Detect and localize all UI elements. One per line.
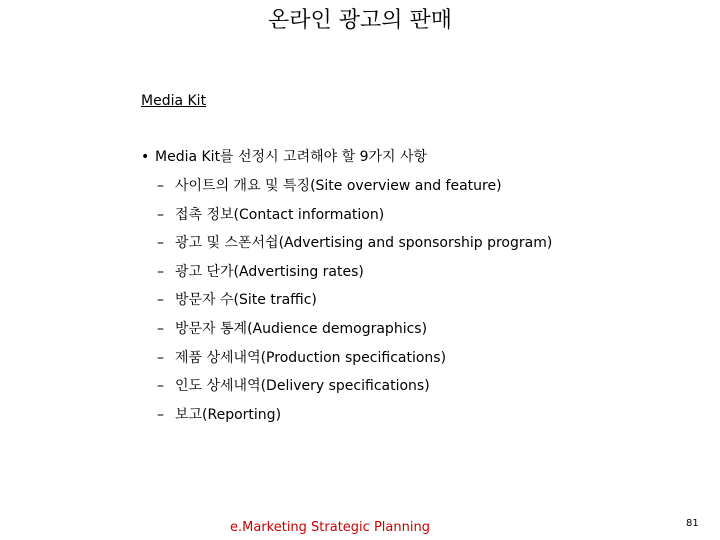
- sub-item: [157, 177, 552, 206]
- dash-mark: –: [157, 235, 164, 252]
- sub-item-text: 인도 상세내역(Delivery specifications): [175, 378, 430, 395]
- main-bullet-text: Media Kit를 선정시 고려해야 할 9가지 사항: [155, 149, 428, 165]
- sub-item: [157, 234, 552, 263]
- dash-mark: –: [157, 206, 164, 223]
- sub-item: [157, 291, 552, 320]
- sub-item-list: [157, 177, 552, 434]
- bullet-mark: •: [141, 149, 150, 165]
- sub-item-text: 광고 및 스폰서쉽(Advertising and sponsorship program): [175, 235, 553, 252]
- dash-mark: –: [157, 349, 164, 366]
- sub-item: [157, 320, 552, 349]
- sub-item: [157, 206, 552, 235]
- dash-mark: –: [157, 178, 164, 194]
- sub-item: [157, 349, 552, 378]
- dash-mark: –: [157, 263, 164, 280]
- sub-item-text: 사이트의 개요 및 특징(Site overview and feature): [175, 178, 502, 194]
- dash-mark: –: [157, 320, 164, 337]
- sub-item-text: 광고 단가(Advertising rates): [175, 263, 364, 280]
- section-heading: Media Kit: [141, 93, 207, 109]
- sub-item-text: 제품 상세내역(Production specifications): [175, 349, 447, 366]
- sub-item-text: 방문자 수(Site traffic): [175, 292, 317, 309]
- dash-mark: –: [157, 292, 164, 309]
- sub-item-text: 보고(Reporting): [175, 406, 282, 423]
- sub-item: [157, 406, 552, 435]
- slide-title: 온라인 광고의 판매: [267, 8, 452, 33]
- footer-text: e.Marketing Strategic Planning: [230, 520, 430, 535]
- main-bullet: [141, 148, 427, 166]
- sub-item: [157, 263, 552, 292]
- dash-mark: –: [157, 406, 164, 423]
- sub-item-text: 방문자 통계(Audience demographics): [175, 320, 428, 337]
- sub-item-text: 접촉 정보(Contact information): [175, 206, 385, 223]
- sub-item: [157, 377, 552, 406]
- dash-mark: –: [157, 378, 164, 395]
- page-number: 81: [686, 518, 699, 529]
